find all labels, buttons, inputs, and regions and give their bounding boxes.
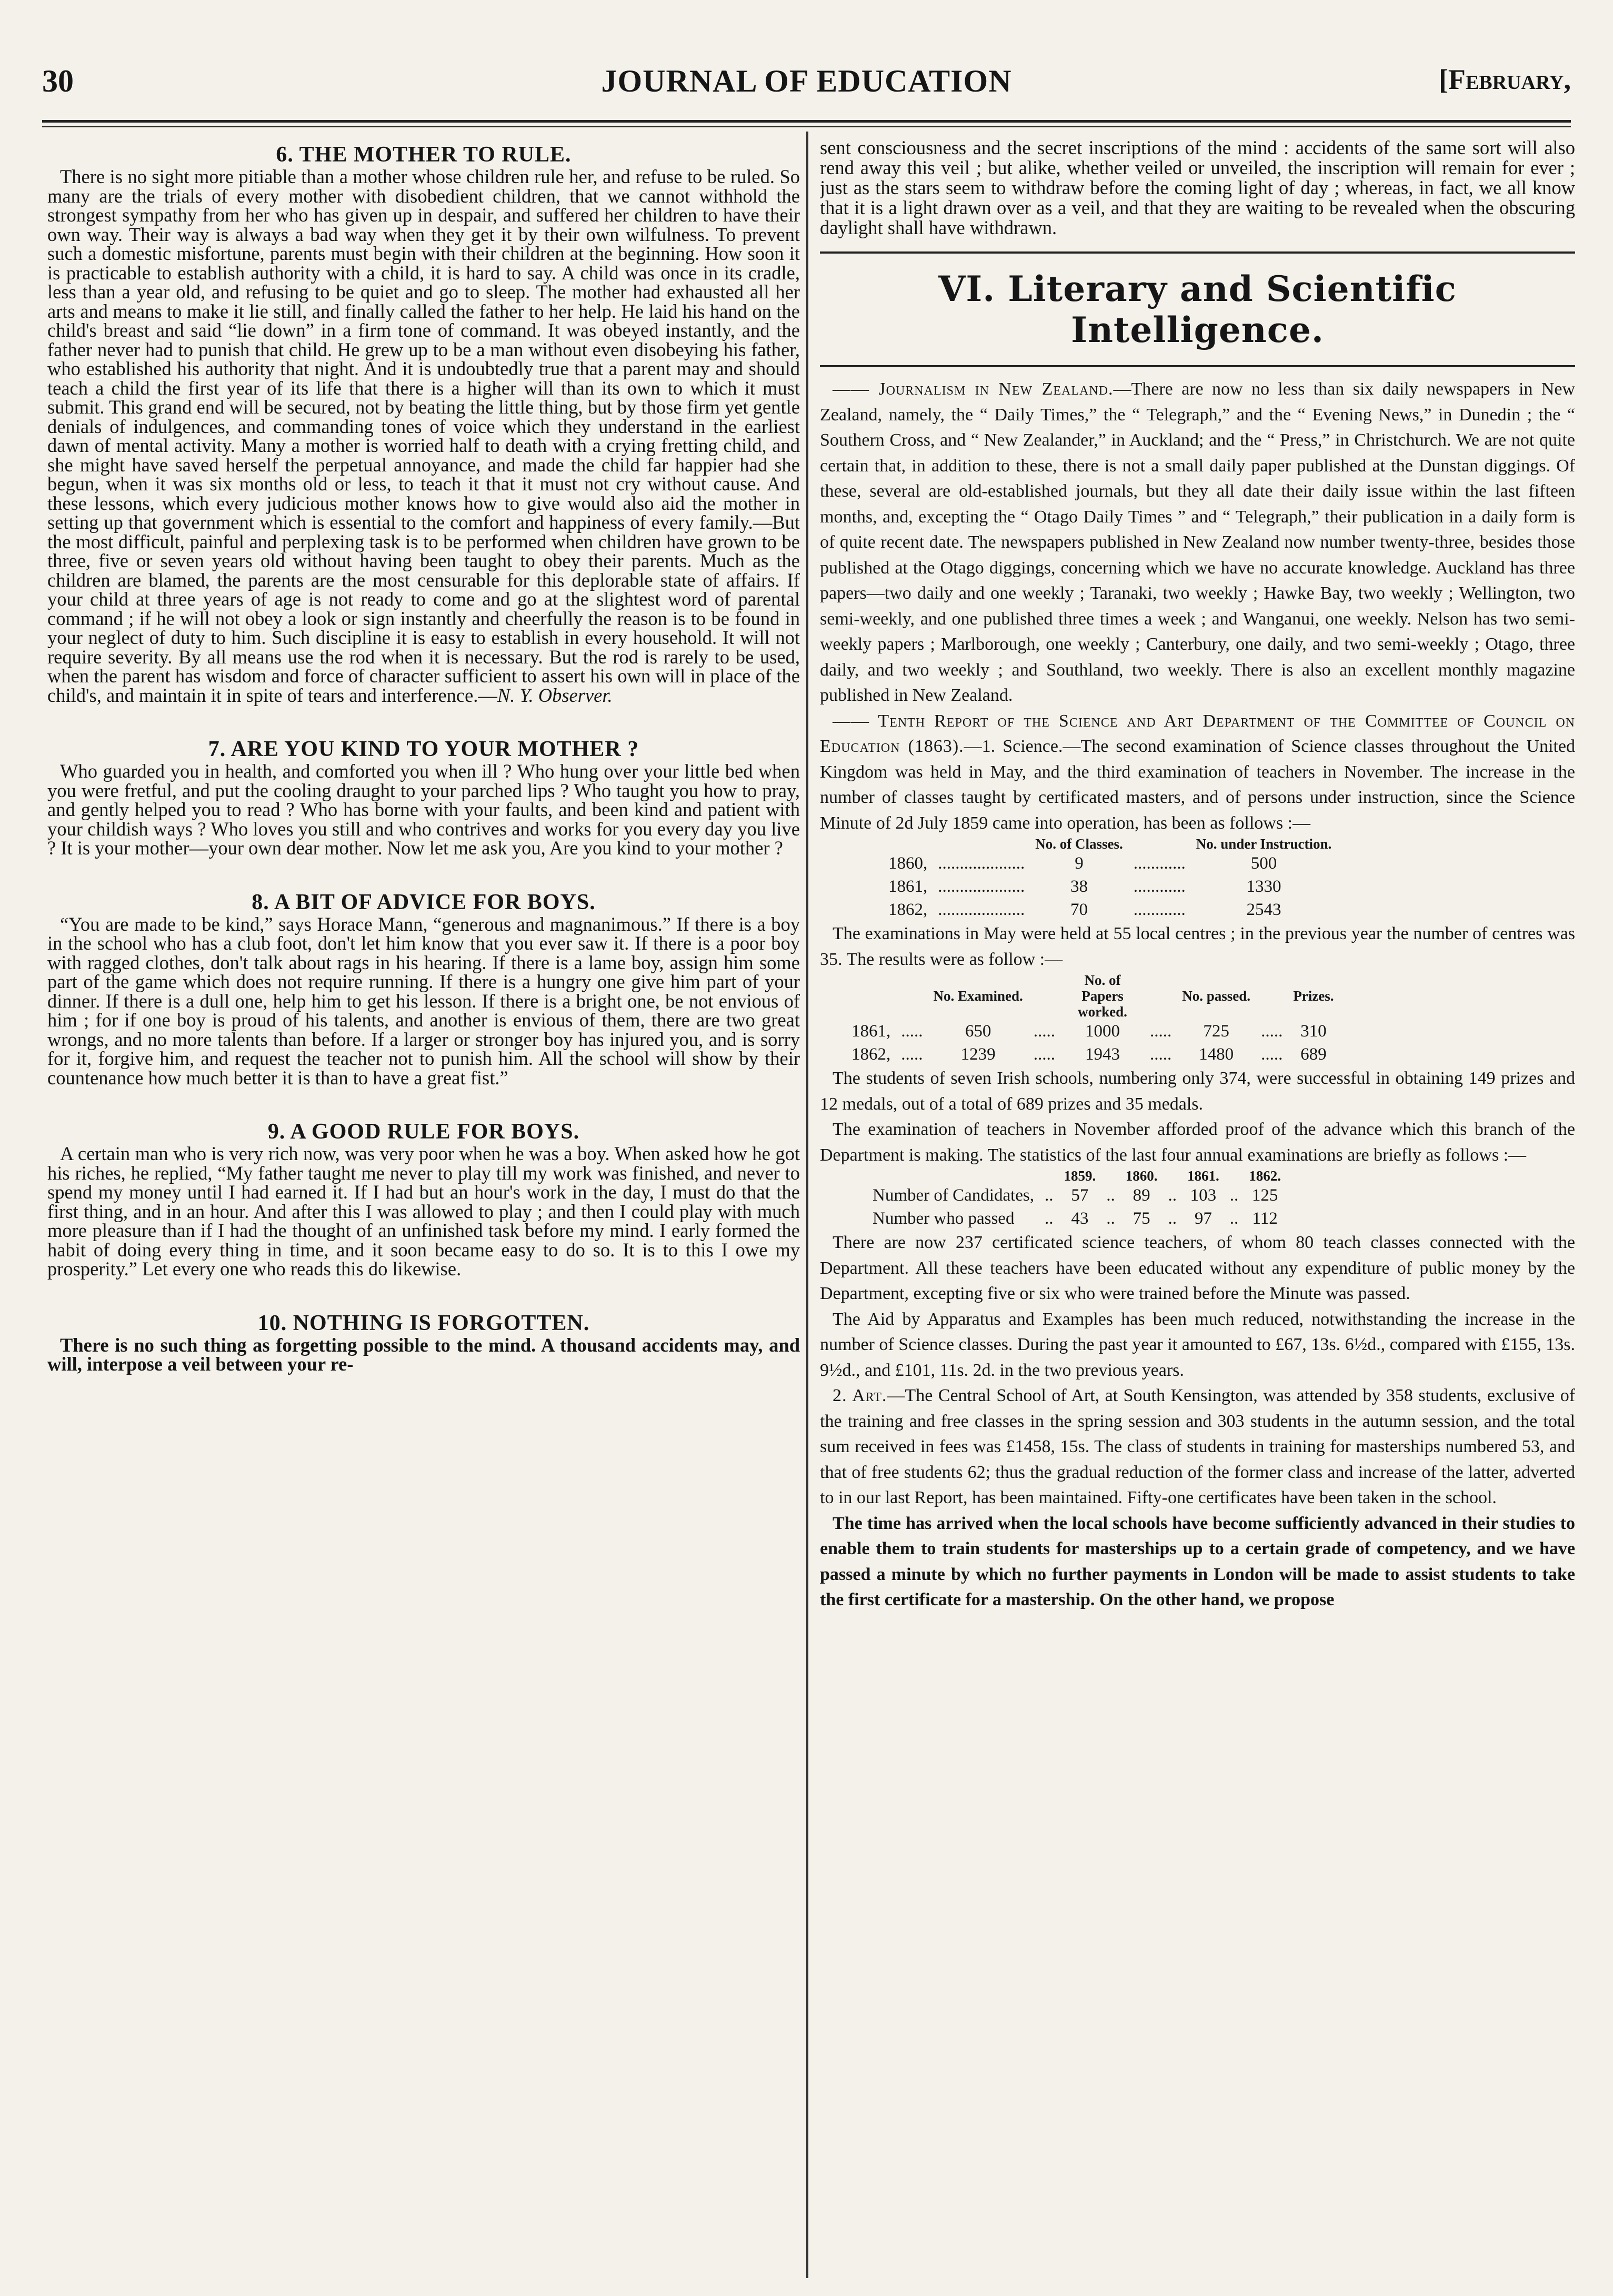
issue-month: [February, bbox=[1438, 64, 1571, 95]
section-10-body: There is no such thing as forgetting possible to the mind. A thousand accidents may, and will, interpose a veil between your re- bbox=[47, 1334, 800, 1375]
column-divider bbox=[806, 132, 808, 2278]
aid-paragraph: The Aid by Apparatus and Examples has been much reduced, notwithstanding the increase in the number of Science classes. During the past year it amounted to £67, 13s. 6½d., compared with £155, 13s. 9½d., and £101, 11s. 2d. in the two previous years. bbox=[820, 1309, 1575, 1380]
classes-table bbox=[883, 836, 1337, 921]
left-column bbox=[47, 142, 800, 2283]
header-rule bbox=[42, 120, 1571, 123]
section-7-body: Who guarded you in health, and comforted you when ill ? Who hung over your little bed when you were fretful, and put the cooling draught to your parched lips ? Who taught you how to pray, and gently helped you to read ? Who has borne with your faults, and been kind and patient with your childish ways ? Who loves you still and who contrives and works for you every day you live ? It is your mother—your own dear mother. Now let me ask you, Are you kind to your mother ? bbox=[47, 760, 800, 859]
section-6-signature: N. Y. Observer. bbox=[497, 684, 613, 706]
section-6-body: There is no sight more pitiable than a mother whose children rule her, and refuse to be ruled. So many are the trials of every mother with disobedient children, that we cannot withhold the strongest sympathy from her who has given up in despair, and suffered her children to have their own way. Their way is always a bad way when they get it by their own wilfulness. To prevent such a domestic misfortune, parents must begin with their children at the beginning. How soon it is practicable to establish authority with a child, it is hard to say. A child was once in its cradle, less than a year old, and refusing to be quiet and go to sleep. The mother had exhausted all her arts and means to make it lie still, and finally called the father to her help. He laid his hand on the child's breast and said “lie down” in a firm tone of command. It was obeyed instantly, and the father never had to punish that child. He grew up to be a man without even disobeying his father, who established his authority that night. And it is undoubtedly true that a parent may and should teach a child the first year of its life that there is a higher will than its own to which it must submit. This grand end will be secured, not by beating the little thing, but by those firm yet gentle denials of indulgences, and commanding tones of voice which they understand in the earliest dawn of mental activity. Many a mother is worried half to death with a crying fretting child, and she might have saved herself the perpetual annoyance, and made the child far happier had she begun, when it was six months old or less, to teach it that it must not cry without cause. And these lessons, which every judicious mother knows how to give would also aid the mother in setting up that government which is essential to the comfort and happiness of every family.—But the most difficult, painful and perplexing task is to be performed when children have grown to be three, five or seven years old without having been taught to obey their parents. Much as the children are blamed, the parents are the most censurable for this deplorable state of affairs. If your child at three years of age is not ready to come and go at the slightest word of parental command ; if he will not obey a look or sign instantly and cheerfully the reason is to be found in your neglect of duty to him. Such discipline it is easy to establish in every household. It will not require severity. By all means use the rod when it is necessary. But the rod is rarely to be used, when the parent has wisdom and force of character sufficient to assert his own will in place of the child's, and maintain it in spite of tears and interference.—N. Y. Observer. bbox=[47, 166, 800, 706]
nz-lead: —— Journalism in New Zealand. bbox=[833, 379, 1114, 399]
candidates-table: 1859. 1860. 1861. 1862. Number of Candidates, .. 57 .. 89 .. 103 .. 125 Number who passed .. 43 .. 75 .. 97 .. 112 bbox=[867, 1168, 1286, 1230]
table-row: Number who passed .. 43 .. 75 .. 97 .. 112 bbox=[873, 1209, 1278, 1228]
col-header: No. under Instruction. bbox=[1196, 836, 1332, 852]
report-lead: —— Tenth Report of the Science and Art Department of the Committee of Council on Education (1863). bbox=[820, 711, 1575, 756]
time-paragraph: The time has arrived when the local schools have become sufficiently advanced in their studies to enable them to train students for masterships up to a certain grade of competency, and we have passed a minute by which no further payments in London will be made to assist students to take the first certificate for a mastership. On the other hand, we propose bbox=[820, 1513, 1575, 1609]
table-row: 1862, .................... 70 ............ 2543 bbox=[888, 900, 1281, 919]
continued-text: sent consciousness and the secret inscriptions of the mind : accidents of the same sort will also rend away this veil ; but alike, whether veiled or unveiled, the inscription will remain for ever ; just as the stars seem to withdraw before the coming light of day ; whereas, in fact, we all know that it is a light drawn over as a veil, and that they are waiting to be revealed when the obscuring daylight shall have withdrawn. bbox=[820, 138, 1575, 238]
table-row: 1860, .................... 9 ............ 500 bbox=[888, 854, 1277, 873]
journal-title: JOURNAL OF EDUCATION bbox=[601, 64, 1012, 98]
section-heading-box bbox=[820, 251, 1575, 367]
page-number: 30 bbox=[42, 64, 74, 98]
art-lead: 2. Art. bbox=[833, 1386, 887, 1405]
section-heading: VI. Literary and Scientific Intelligence. bbox=[938, 268, 1457, 350]
right-column bbox=[820, 138, 1575, 2284]
header-rule-thin bbox=[42, 126, 1571, 127]
table-row: Number of Candidates, .. 57 .. 89 .. 103 .. 125 bbox=[873, 1186, 1278, 1205]
section-6-title: 6. THE MOTHER TO RULE. bbox=[276, 143, 572, 167]
table-row: 1861, ..... 650 ..... 1000 ..... 725 ..... 310 bbox=[851, 1022, 1327, 1041]
page-header bbox=[42, 63, 1571, 110]
section-8-title: 8. A BIT OF ADVICE FOR BOYS. bbox=[252, 890, 596, 914]
section-8-body: “You are made to be kind,” says Horace Mann, “generous and magnanimous.” If there is a boy in the school who has a club foot, don't let him know that you ever saw it. If there is a poor boy with ragged clothes, don't talk about rags in his hearing. If there is a lame boy, assign him some part of the game which does not require running. If there is a hungry one give him part of your dinner. If there is a dull one, help him to get his lesson. If there is a bright one, be not envious of him ; for if one boy is proud of his talents, and another is envious of them, there are two great wrongs, and no more talents than before. If a larger or stronger boy has injured you, and is sorry for it, forgive him, and request the teacher not to punish him. All the school will show by their countenance how much better it is than to have a great fist.” bbox=[47, 913, 800, 1089]
certificated-paragraph: There are now 237 certificated science teachers, of whom 80 teach classes connected with the Department. All these teachers have been educated without any expenditure of public money by the Department, excepting five or six who were trained before the Minute was passed. bbox=[820, 1233, 1575, 1303]
section-9-title: 9. A GOOD RULE FOR BOYS. bbox=[267, 1120, 580, 1144]
table-row: 1861, .................... 38 ............ 1330 bbox=[888, 877, 1281, 896]
col-header: No. of Classes. bbox=[1035, 836, 1123, 852]
irish-paragraph: The students of seven Irish schools, numbering only 374, were successful in obtaining 149 prizes and 12 medals, out of a total of 689 prizes and 35 medals. bbox=[820, 1069, 1575, 1114]
teachers-paragraph: The examination of teachers in November afforded proof of the advance which this branch of the Department is making. The statistics of the last four annual examinations are briefly as follows :— bbox=[820, 1120, 1575, 1165]
results-table: No. Examined. No. of Papers worked. No. passed. Prizes. 1861, ..... 650 ..... 1000 ..... 725 ..... 310 1862, ..... 1239 ..... 1943 ..... 1480 ..... 689 bbox=[846, 972, 1339, 1066]
report-paragraph: —— Tenth Report of the Science and Art Department of the Committee of Council on Education (1863).—1. Science.—The second examination of Science classes throughout the United Kingdom was held in May, and the third examination of teachers in November. The increase in the number of classes taught by certificated masters, and of persons under instruction, since the Science Minute of 2d July 1859 came into operation, has been as follows :— bbox=[820, 711, 1575, 833]
section-10-title: 10. NOTHING IS FORGOTTEN. bbox=[257, 1311, 590, 1335]
art-paragraph: 2. Art.—The Central School of Art, at South Kensington, was attended by 358 students, exclusive of the training and free classes in the spring session and 303 students in the autumn session, and the total sum received in fees was £1458, 15s. The class of students in training for masterships numbered 53, and that of free students 62; thus the gradual reduction of the former class and increase of the latter, adverted to in our last Report, has been maintained. Fifty-one certificates have been taken in the school. bbox=[820, 1386, 1575, 1507]
section-9-body: A certain man who is very rich now, was very poor when he was a boy. When asked how he got his riches, he replied, “My father taught me never to play till my work was finished, and never to spend my money until I had earned it. If I had but an hour's work in the day, I must do that the first thing, and in an hour. And after this I was allowed to play ; and then I could play with much more pleasure than if I had the thought of an unfinished task before my mind. I early formed the habit of doing every thing in time, and it soon became easy to do so. It is to this I owe my prosperity.” Let every one who reads this do likewise. bbox=[47, 1143, 800, 1280]
exam-paragraph: The examinations in May were held at 55 local centres ; in the previous year the number of centres was 35. The results were as follow :— bbox=[820, 924, 1575, 969]
table-row: 1862, ..... 1239 ..... 1943 ..... 1480 ..... 689 bbox=[851, 1045, 1327, 1064]
nz-journalism-paragraph: —— Journalism in New Zealand.—There are now no less than six daily newspapers in New Zealand, namely, the “ Daily Times,” the “ Telegraph,” and the “ Evening News,” in Dunedin ; the “ Southern Cross, and “ New Zealander,” in Auckland; and the “ Press,” in Christchurch. We are not quite certain that, in addition to these, there is not a small daily paper published at the Dunstan diggings. Of these, several are old-established journals, but they all date their daily issue within the last fifteen months, and, excepting the “ Otago Daily Times ” and “ Telegraph,” their publication in a daily form is of quite recent date. The newspapers published in New Zealand now number twenty-three, besides those published at the Otago diggings, concerning which we have no accurate knowledge. Auckland has three papers—two daily and one weekly ; Taranaki, two weekly ; Hawke Bay, two weekly ; Wellington, two semi-weekly, and one published three times a week ; and Wanganui, one weekly. Nelson has two semi-weekly papers ; Marlborough, one weekly ; Canterbury, one daily, and two semi-weekly ; Otago, three daily, and two weekly ; and Southland, two weekly. There is also an excellent monthly magazine published in New Zealand. bbox=[820, 379, 1575, 705]
section-7-title: 7. ARE YOU KIND TO YOUR MOTHER ? bbox=[208, 737, 639, 761]
